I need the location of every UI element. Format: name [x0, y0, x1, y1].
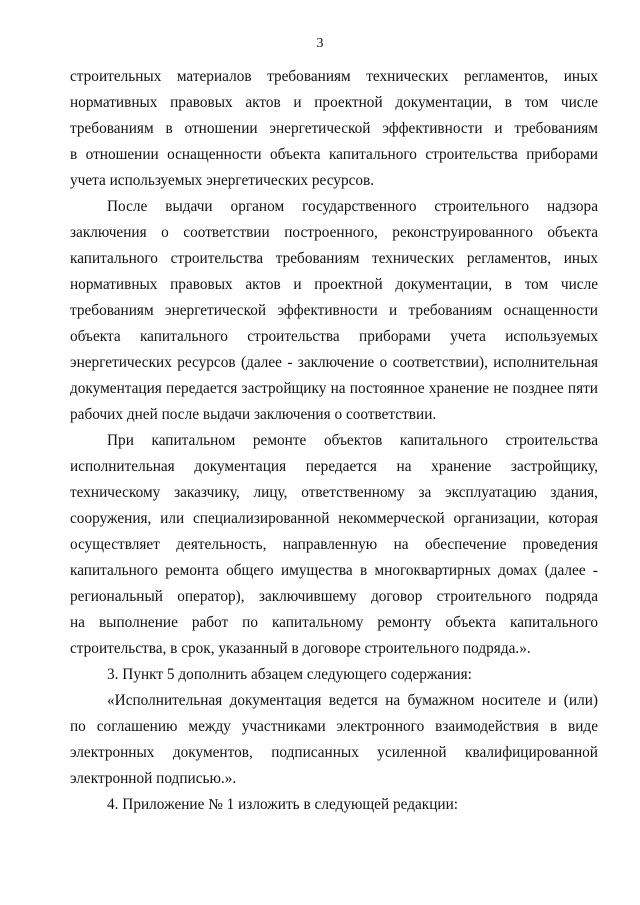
- text-line: 3. Пункт 5 дополнить абзацем следующего содержания:: [107, 666, 472, 683]
- text-line: электронной подписью.».: [70, 770, 237, 787]
- text-line: учета используемых энергетических ресурсов.: [70, 172, 375, 189]
- text-line: документация передается застройщику на постоянное хранение не позднее пяти: [70, 380, 598, 397]
- item-3-heading: [70, 662, 598, 688]
- text-line: сооружения, или специализированной некоммерческой организации, которая: [70, 510, 598, 527]
- text-line: требованиям в отношении энергетической эффективности и требованиям: [70, 120, 598, 137]
- text-line: региональный оператор), заключившему договор строительного подряда: [70, 588, 598, 605]
- text-line: объекта капитального строительства приборами учета используемых: [70, 328, 598, 345]
- page-number: 3: [316, 36, 324, 51]
- text-line: исполнительная документация передается на хранение застройщику,: [70, 458, 598, 475]
- text-line: энергетических ресурсов (далее - заключение о соответствии), исполнительная: [70, 354, 598, 371]
- text-line: по соглашению между участниками электронного взаимодействия в виде: [70, 718, 598, 735]
- text-line: 4. Приложение № 1 изложить в следующей редакции:: [107, 796, 459, 813]
- paragraph-after-inspection: [70, 194, 598, 428]
- text-line: на выполнение работ по капитальному ремонту объекта капитального: [70, 614, 598, 631]
- paragraph-continuation: [70, 64, 598, 194]
- text-line: строительства, в срок, указанный в договоре строительного подряда.».: [70, 640, 531, 657]
- text-line: При капитальном ремонте объектов капитального строительства: [107, 432, 598, 449]
- text-line: требованиям энергетической эффективности и требованиям оснащенности: [70, 302, 598, 319]
- text-line: заключения о соответствии построенного, реконструированного объекта: [70, 224, 598, 241]
- text-line: рабочих дней после выдачи заключения о соответствии.: [70, 406, 437, 423]
- text-line: строительных материалов требованиям технических регламентов, иных: [70, 68, 598, 85]
- text-line: электронных документов, подписанных усиленной квалифицированной: [70, 744, 598, 761]
- text-line: осуществляет деятельность, направленную на обеспечение проведения: [70, 536, 598, 553]
- text-line: «Исполнительная документация ведется на бумажном носителе и (или): [107, 692, 598, 709]
- text-line: капитального ремонта общего имущества в многоквартирных домах (далее -: [70, 562, 598, 579]
- quoted-paragraph: [70, 688, 598, 792]
- text-line: нормативных правовых актов и проектной документации, в том числе: [70, 94, 598, 111]
- item-4-heading: [70, 792, 598, 818]
- text-line: нормативных правовых актов и проектной документации, в том числе: [70, 276, 598, 293]
- paragraph-capital-repair: [70, 428, 598, 662]
- text-line: техническому заказчику, лицу, ответственному за эксплуатацию здания,: [70, 484, 598, 501]
- text-line: После выдачи органом государственного строительного надзора: [107, 198, 598, 215]
- text-line: в отношении оснащенности объекта капитального строительства приборами: [70, 146, 598, 163]
- text-line: капитального строительства требованиям технических регламентов, иных: [70, 250, 598, 267]
